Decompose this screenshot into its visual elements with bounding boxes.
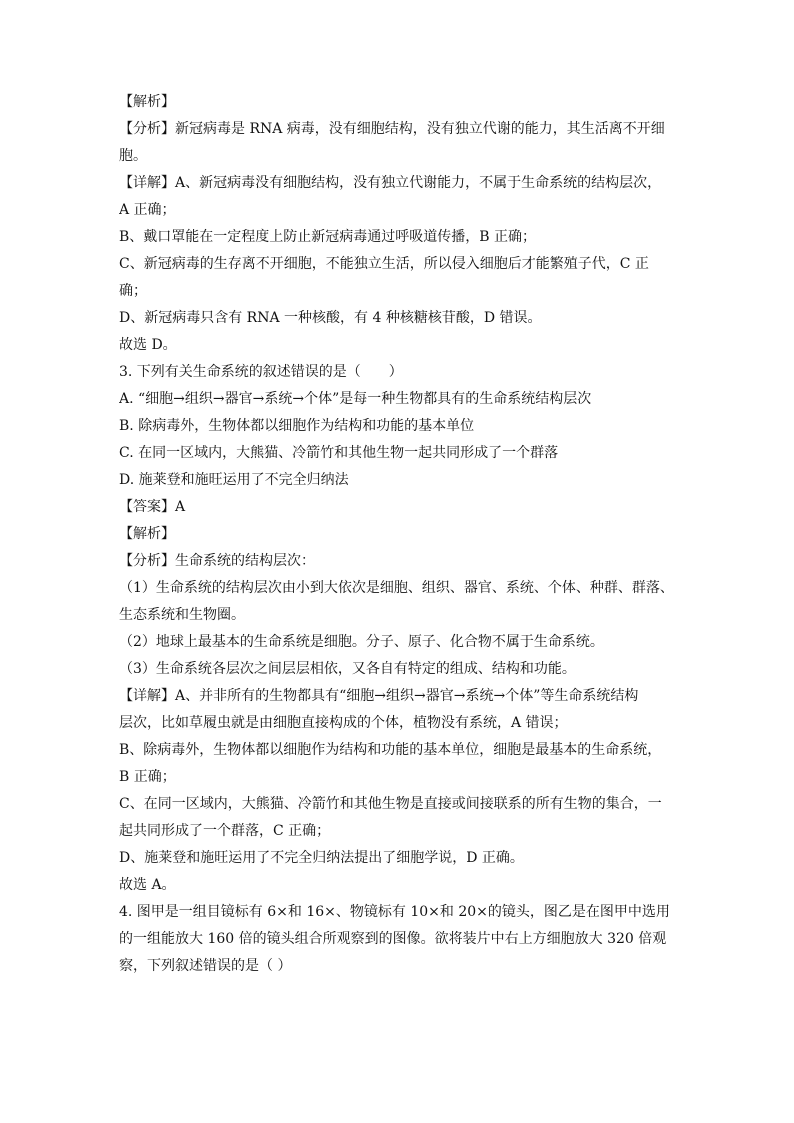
- text-line: （1）生命系统的结构层次由小到大依次是细胞、组织、器官、系统、个体、种群、群落、: [119, 580, 674, 596]
- question-stem: 3. 下列有关生命系统的叙述错误的是（ ）: [119, 364, 403, 380]
- text-line: 确；: [119, 283, 147, 299]
- text-line: 【详解】A、并非所有的生物都具有“细胞→组织→器官→系统→个体”等生命系统结构: [119, 688, 639, 704]
- text-line: 故选 A。: [119, 877, 176, 893]
- text-line: 生态系统和生物圈。: [119, 607, 245, 623]
- text-line: B、戴口罩能在一定程度上防止新冠病毒通过呼吸道传播，B 正确；: [119, 229, 537, 245]
- question-stem: 的一组能放大 160 倍的镜头组合所观察到的图像。欲将装片中右上方细胞放大 320 倍观: [119, 931, 667, 947]
- option-c: C. 在同一区域内，大熊猫、冷箭竹和其他生物一起共同形成了一个群落: [119, 445, 559, 461]
- text-line: 起共同形成了一个群落，C 正确；: [119, 823, 331, 839]
- text-line: 胞。: [119, 148, 147, 164]
- option-a: A. “细胞→组织→器官→系统→个体”是每一种生物都具有的生命系统结构层次: [119, 391, 592, 407]
- text-line: （3）生命系统各层次之间层层相依，又各自有特定的组成、结构和功能。: [119, 661, 576, 677]
- text-line: D、施莱登和施旺运用了不完全归纳法提出了细胞学说，D 正确。: [119, 850, 524, 866]
- document-page: [119, 92, 679, 983]
- option-d: D. 施莱登和施旺运用了不完全归纳法: [119, 472, 349, 488]
- text-line: C、新冠病毒的生存离不开细胞，不能独立生活，所以侵入细胞后才能繁殖子代，C 正: [119, 256, 649, 272]
- text-line: C、在同一区域内，大熊猫、冷箭竹和其他生物是直接或间接联系的所有生物的集合，一: [119, 796, 662, 812]
- text-line: B、除病毒外，生物体都以细胞作为结构和功能的基本单位，细胞是最基本的生命系统，: [119, 742, 662, 758]
- text-line: B 正确；: [119, 769, 176, 785]
- text-line: A 正确；: [119, 202, 176, 218]
- text-line: D、新冠病毒只含有 RNA 一种核酸，有 4 种核糖核苷酸，D 错误。: [119, 310, 542, 326]
- text-line: 层次，比如草履虫就是由细胞直接构成的个体，植物没有系统，A 错误；: [119, 715, 568, 731]
- answer-line: 【答案】A: [119, 499, 186, 515]
- option-b: B. 除病毒外，生物体都以细胞作为结构和功能的基本单位: [119, 418, 475, 434]
- text-line: 【分析】生命系统的结构层次：: [119, 553, 315, 569]
- text-line: 【解析】: [119, 526, 175, 542]
- text-line: 【详解】A、新冠病毒没有细胞结构，没有独立代谢能力，不属于生命系统的结构层次，: [119, 175, 662, 191]
- text-line: 【解析】: [119, 94, 175, 110]
- text-line: （2）地球上最基本的生命系统是细胞。分子、原子、化合物不属于生命系统。: [119, 634, 604, 650]
- question-stem: 4. 图甲是一组目镜标有 6×和 16×、物镜标有 10×和 20×的镜头，图乙是在图甲中选用: [119, 904, 670, 920]
- question-stem: 察，下列叙述错误的是（ ）: [119, 958, 292, 974]
- text-line: 【分析】新冠病毒是 RNA 病毒，没有细胞结构，没有独立代谢的能力，其生活离不开细: [119, 121, 665, 137]
- text-line: 故选 D。: [119, 337, 177, 353]
